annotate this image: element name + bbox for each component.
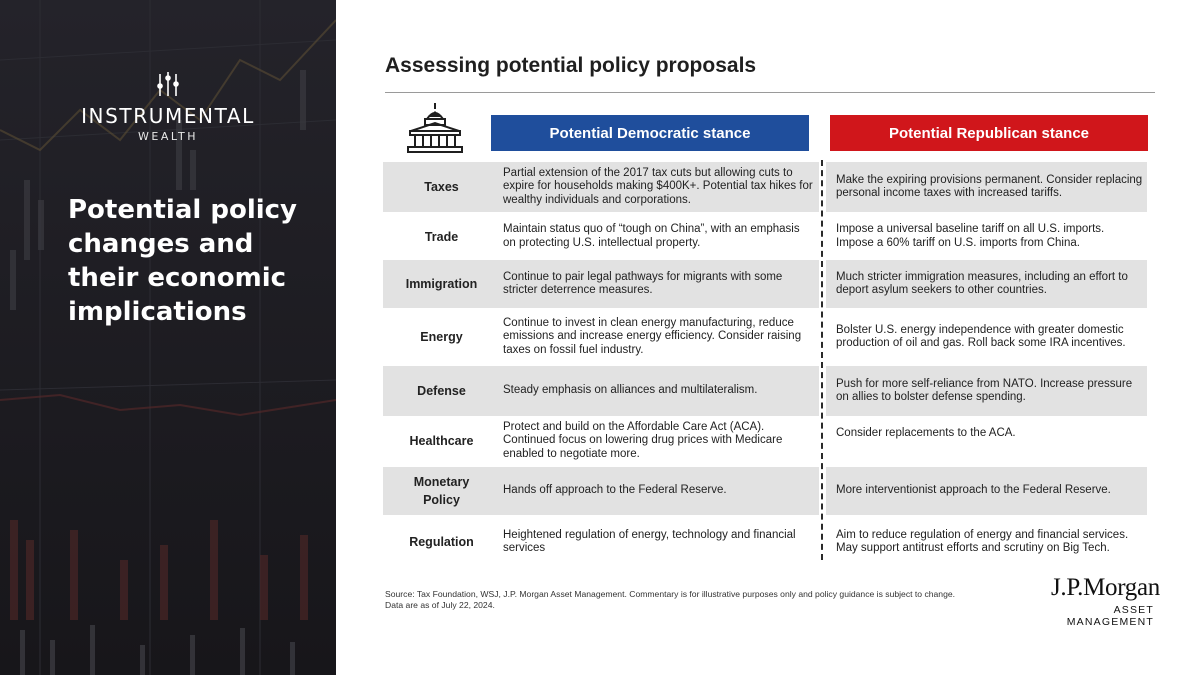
democratic-cell: Continue to pair legal pathways for migrants with some stricter deterrence measures.	[500, 260, 819, 308]
capitol-building-icon	[405, 101, 465, 155]
slide-title: Assessing potential policy proposals	[385, 54, 757, 77]
brand-name: INSTRUMENTAL	[81, 104, 255, 128]
data-date: Data are as of July 22, 2024.	[385, 599, 495, 610]
republican-cell: Bolster U.S. energy independence with greater domestic production of oil and gas. Roll back some IRA incentives.	[836, 323, 1126, 349]
republican-cell: Consider replacements to the ACA.	[836, 427, 1016, 439]
row-label: Defense	[383, 366, 500, 416]
row-label: Healthcare	[409, 434, 474, 448]
brand-logo	[0, 70, 336, 143]
table-row	[383, 366, 1147, 416]
democratic-cell: Heightened regulation of energy, technology and financial services	[503, 528, 796, 554]
jpmorgan-logo	[1030, 574, 1160, 628]
source-note	[385, 589, 1025, 610]
democratic-stance-header: Potential Democratic stance	[491, 115, 809, 151]
republican-cell: More interventionist approach to the Federal Reserve.	[826, 467, 1147, 515]
republican-cell: Much stricter immigration measures, including an effort to deport asylum seekers to other countries.	[826, 260, 1147, 308]
table-row	[383, 467, 1147, 515]
headline: Potential policy changes and their economic implications	[68, 195, 297, 327]
democratic-cell: Hands off approach to the Federal Reserve.	[500, 467, 819, 515]
row-label: Taxes	[383, 162, 500, 212]
row-label: Monetary Policy	[383, 467, 500, 515]
democratic-cell: Continue to invest in clean energy manufacturing, reduce emissions and increase energy efficiency. Consider raising taxes on fossil fuel industry.	[503, 316, 802, 356]
tuning-bars-icon	[148, 70, 188, 98]
logo-subtitle: ASSET MANAGEMENT	[1066, 604, 1154, 628]
democratic-cell: Partial extension of the 2017 tax cuts but allowing cuts to expire for households making $400K+. Potential tax hikes for wealthy individuals and corporations.	[500, 162, 819, 212]
row-label: Immigration	[383, 260, 500, 308]
republican-cell: Impose a universal baseline tariff on all U.S. imports. Impose a 60% tariff on U.S. imports from China.	[836, 223, 1105, 249]
table-row	[383, 417, 1147, 465]
democratic-cell: Maintain status quo of “tough on China”, with an emphasis on protecting U.S. intellectual property.	[503, 223, 800, 249]
republican-cell: Aim to reduce regulation of energy and financial services. May support antitrust efforts and scrutiny on Big Tech.	[836, 528, 1129, 554]
row-label: Energy	[420, 330, 463, 344]
republican-stance-header: Potential Republican stance	[830, 115, 1148, 151]
brand-subtitle: WEALTH	[138, 130, 198, 143]
democratic-cell: Steady emphasis on alliances and multilateralism.	[500, 366, 819, 416]
democratic-cell: Protect and build on the Affordable Care Act (ACA). Continued focus on lowering drug prices with Medicare enabled to negotiate more.	[503, 420, 783, 460]
table-row	[383, 310, 1147, 364]
row-label: Trade	[424, 229, 459, 244]
table-row	[383, 162, 1147, 212]
republican-cell: Push for more self-reliance from NATO. Increase pressure on allies to bolster defense spending.	[826, 366, 1147, 416]
table-row	[383, 517, 1147, 567]
left-panel	[0, 0, 336, 675]
table-row	[383, 214, 1147, 259]
table-row	[383, 260, 1147, 308]
title-rule	[385, 92, 1155, 93]
republican-cell: Make the expiring provisions permanent. Consider replacing personal income taxes with increased tariffs.	[826, 162, 1147, 212]
source-text: Source: Tax Foundation, WSJ, J.P. Morgan Asset Management. Commentary is for illustrative purposes only and policy guidance is subject to change.	[385, 589, 956, 599]
row-label: Regulation	[409, 535, 474, 549]
logo-name: J.P.Morgan	[1050, 574, 1160, 601]
